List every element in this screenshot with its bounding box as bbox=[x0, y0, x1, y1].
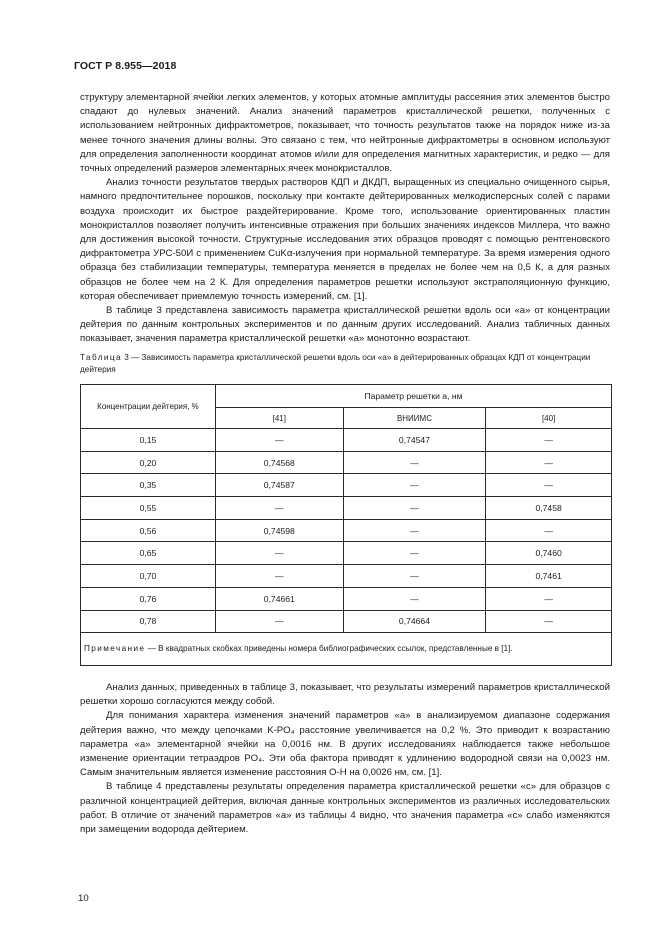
table-note-row bbox=[81, 633, 612, 666]
table-cell: 0,35 bbox=[81, 474, 216, 497]
table-cell: — bbox=[343, 451, 486, 474]
table-cell: — bbox=[486, 610, 612, 633]
table-cell: 0,65 bbox=[81, 542, 216, 565]
column-header-concentration: Концентрации дейтерия, % bbox=[81, 385, 216, 429]
table-row bbox=[81, 565, 612, 588]
table-cell: 0,74587 bbox=[215, 474, 343, 497]
table-cell: 0,55 bbox=[81, 497, 216, 520]
table-cell: — bbox=[215, 429, 343, 452]
paragraph: Анализ точности результатов твердых растворов КДП и ДКДП, выращенных из специально очищенного сырья, намного предпочтительнее порошков, поскольку при контакте дейтерированных мелкодисперсных солей с парами воздуха происходит их быстрое раздейтерирование. Кроме того, использование ориентированных пластин монокристаллов позволяет получить интенсивные отражения при больших значениях индексов Миллера, что важно для достижения высокой точности. Структурные исследования этих образцов проводят с помощью рентгеновского дифрактометра УРС-50И с применением CuKα-излучения при нормальной температуре. За время измерения одного образца без стабилизации температуры, температура меняется в пределах не более чем на 0,5 К, а для разных образцов не более чем на 2 К. Для определения параметров решетки используют экстраполяционную функцию, которая обеспечивает приемлемую точность измерений, см. [1]. bbox=[80, 177, 610, 302]
table-cell: 0,74568 bbox=[215, 451, 343, 474]
paragraph: Для понимания характера изменения значений параметров «a» в анализируемом диапазоне содержания дейтерия важно, что между цепочками K-PO₄ расстояние увеличивается на 0,2 %. Это приводит к возрастанию параметра «a» элементарной ячейки на 0,0016 нм. В других исследованиях наблюдается также небольшое изменение ориентации тетраэдров PO₄. Эти оба фактора приводят к удлинению водородной связи на 0,0023 нм. Самым значительным является изменение расстояния O-H на 0,0026 нм, см. [1]. bbox=[80, 710, 610, 779]
table-row bbox=[81, 542, 612, 565]
table-cell: — bbox=[343, 497, 486, 520]
table-row bbox=[81, 429, 612, 452]
table-cell: 0,78 bbox=[81, 610, 216, 633]
column-header-source: [41] bbox=[215, 408, 343, 429]
table-cell: — bbox=[343, 474, 486, 497]
text-block-top bbox=[80, 91, 610, 347]
table-cell: — bbox=[486, 451, 612, 474]
table-cell: — bbox=[215, 497, 343, 520]
paragraph: Анализ данных, приведенных в таблице 3, показывает, что результаты измерений параметров кристаллической решетки хорошо согласуются между собой. bbox=[80, 682, 610, 708]
paragraph: В таблице 4 представлены результаты определения параметра кристаллической решетки «c» для образцов с различной концентрацией дейтерия, включая данные контрольных экспериментов из различных исследовательских работ. В отличие от значений параметров «a» из таблицы 4 видно, что значения параметра «c» слабо изменяются при замещении водорода дейтерием. bbox=[80, 781, 610, 836]
table-cell: 0,7460 bbox=[486, 542, 612, 565]
table-row bbox=[81, 587, 612, 610]
table-cell: — bbox=[343, 542, 486, 565]
table-cell: 0,20 bbox=[81, 451, 216, 474]
table-cell: — bbox=[343, 565, 486, 588]
table-note-text: — В квадратных скобках приведены номера библиографических ссылок, представленные в [1]. bbox=[145, 644, 513, 654]
table-cell: — bbox=[486, 429, 612, 452]
table-cell: 0,15 bbox=[81, 429, 216, 452]
column-header-source: ВНИИМС bbox=[343, 408, 486, 429]
table-cell: 0,76 bbox=[81, 587, 216, 610]
table-cell: — bbox=[215, 610, 343, 633]
table-row bbox=[81, 519, 612, 542]
column-header-source: [40] bbox=[486, 408, 612, 429]
table-cell: 0,74661 bbox=[215, 587, 343, 610]
table-note-label: Примечание bbox=[84, 644, 146, 654]
table-cell: — bbox=[215, 542, 343, 565]
table-cell: — bbox=[215, 565, 343, 588]
table-cell: 0,70 bbox=[81, 565, 216, 588]
document-header: ГОСТ Р 8.955—2018 bbox=[74, 60, 177, 72]
table-row bbox=[81, 610, 612, 633]
table-cell: 0,56 bbox=[81, 519, 216, 542]
table-row bbox=[81, 451, 612, 474]
table-cell: — bbox=[343, 519, 486, 542]
page-number: 10 bbox=[78, 893, 89, 904]
table-cell: — bbox=[343, 587, 486, 610]
table-cell: 0,7461 bbox=[486, 565, 612, 588]
table-cell: 0,74664 bbox=[343, 610, 486, 633]
paragraph: В таблице 3 представлена зависимость параметра кристаллической решетки вдоль оси «a» от концентрации дейтерия по данным контрольных экспериментов и по данным других исследований. Анализ табличных данных показывает, значения параметра кристаллической решетки «a» монотонно возрастают. bbox=[80, 305, 610, 345]
table-cell: — bbox=[486, 587, 612, 610]
table-caption-text: 3 — Зависимость параметра кристаллической решетки вдоль оси «a» в дейтерированных образцах КДП от концентрации дейтерия bbox=[80, 353, 591, 374]
paragraph: структуру элементарной ячейки легких элементов, у которых атомные амплитуды рассеяния этих элементов быстро спадают до нулевых значений. Анализ значений параметров кристаллической решетки, полученных с использованием нейтронных дифрактометров, показывает, что точность результатов также на порядок ниже из-за менее точного значения длины волны. Это связано с тем, что нейтронные дифрактометры в основном используют для определения заполненности координат атомов и/или для определения магнитных характеристик, и редко — для точных определений размеров элементарных ячеек монокристаллов. bbox=[80, 92, 610, 175]
table-note bbox=[81, 633, 612, 666]
table-cell: 0,7458 bbox=[486, 497, 612, 520]
table-cell: — bbox=[486, 519, 612, 542]
text-block-bottom bbox=[80, 681, 610, 837]
table-cell: 0,74547 bbox=[343, 429, 486, 452]
table-caption-label: Таблица bbox=[80, 353, 122, 362]
table-row bbox=[81, 474, 612, 497]
table-header-row bbox=[81, 385, 612, 408]
column-header-parameter: Параметр решетки a, нм bbox=[215, 385, 611, 408]
data-table bbox=[80, 384, 612, 666]
table-caption bbox=[80, 352, 612, 376]
table-cell: — bbox=[486, 474, 612, 497]
table-row bbox=[81, 497, 612, 520]
table-cell: 0,74598 bbox=[215, 519, 343, 542]
